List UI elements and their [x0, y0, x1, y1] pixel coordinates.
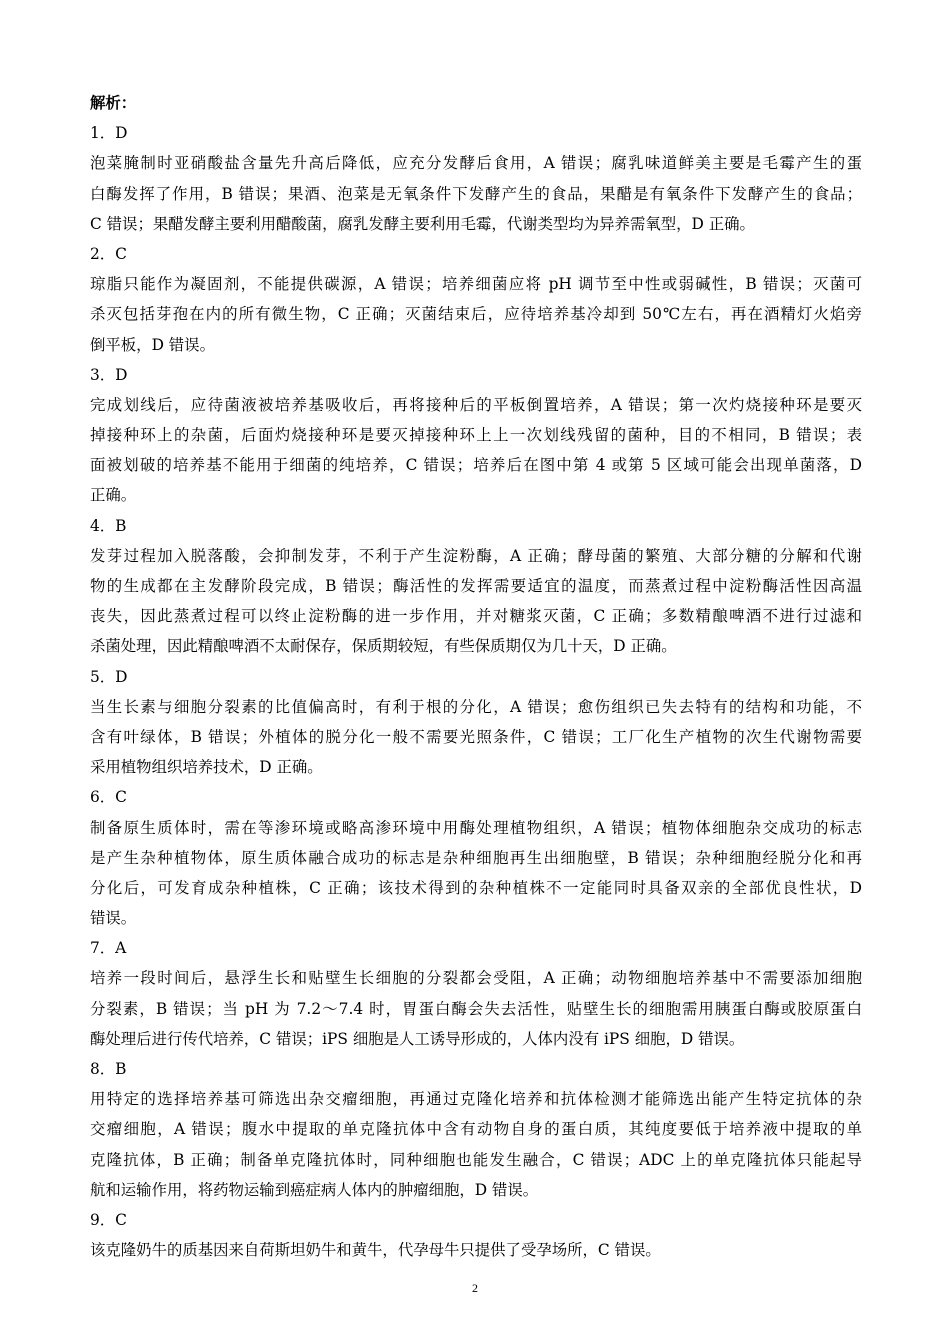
explanation-line: 白酶发挥了作用，B 错误；果酒、泡菜是无氧条件下发酵产生的食品，果醋是有氧条件下发酵产生的食品；	[90, 184, 862, 203]
explanation-line: 面被划破的培养基不能用于细菌的纯培养，C 错误；培养后在图中第 4 或第 5 区域可能会出现单菌落，D	[90, 456, 862, 475]
answer-label: 5．D	[90, 667, 128, 686]
answer-item	[90, 1054, 862, 1205]
answer-label: 4．B	[90, 516, 127, 535]
answer-list	[90, 118, 862, 1265]
explanation-line: 泡菜腌制时亚硝酸盐含量先升高后降低，应充分发酵后食用，A 错误；腐乳味道鲜美主要是毛霉产生的蛋	[90, 154, 862, 173]
explanation-heading: 解析：	[90, 94, 137, 112]
explanation-line: 该克隆奶牛的质基因来自荷斯坦奶牛和黄牛，代孕母牛只提供了受孕场所，C 错误。	[90, 1241, 661, 1260]
answer-item	[90, 1205, 862, 1265]
answer-label: 2．C	[90, 244, 127, 263]
explanation-line: 错误。	[90, 909, 137, 928]
explanation-line: 含有叶绿体，B 错误；外植体的脱分化一般不需要光照条件，C 错误；工厂化生产植物的次生代谢物需要	[90, 727, 862, 746]
explanation-line: 酶处理后进行传代培养，C 错误；iPS 细胞是人工诱导形成的，人体内没有 iPS 细胞，D 错误。	[90, 1029, 745, 1048]
explanation-line: 完成划线后，应待菌液被培养基吸收后，再将接种后的平板倒置培养，A 错误；第一次灼烧接种环是要灭	[90, 395, 862, 414]
answer-explanations	[90, 88, 862, 1265]
answer-label: 7．A	[90, 939, 127, 958]
answer-item	[90, 511, 862, 662]
explanation-line: 是产生杂种植物体，原生质体融合成功的标志是杂种细胞再生出细胞壁，B 错误；杂种细胞经脱分化和再	[90, 848, 862, 867]
explanation-line: 交瘤细胞，A 错误；腹水中提取的单克隆抗体中含有动物自身的蛋白质，其纯度要低于培养液中提取的单	[90, 1120, 862, 1139]
answer-item	[90, 239, 862, 360]
explanation-line: C 错误；果醋发酵主要利用醋酸菌，腐乳发酵主要利用毛霉，代谢类型均为异养需氧型，D 正确。	[90, 214, 755, 233]
answer-item	[90, 933, 862, 1054]
explanation-line: 发芽过程加入脱落酸，会抑制发芽，不利于产生淀粉酶，A 正确；酵母菌的繁殖、大部分糖的分解和代谢	[90, 546, 862, 565]
explanation-line: 正确。	[90, 486, 137, 505]
answer-item	[90, 118, 862, 239]
explanation-line: 分化后，可发育成杂种植株，C 正确；该技术得到的杂种植株不一定能同时具备双亲的全部优良性状，D	[90, 878, 862, 897]
answer-label: 9．C	[90, 1210, 127, 1229]
explanation-line: 克隆抗体，B 正确；制备单克隆抗体时，同种细胞也能发生融合，C 错误；ADC 上的单克隆抗体只能起导	[90, 1150, 862, 1169]
answer-label: 8．B	[90, 1060, 127, 1078]
explanation-line: 杀灭包括芽孢在内的所有微生物，C 正确；灭菌结束后，应待培养基冷却到 50℃左右，再在酒精灯火焰旁	[90, 305, 862, 324]
explanation-line: 琼脂只能作为凝固剂，不能提供碳源，A 错误；培养细菌应将 pH 调节至中性或弱碱性，B 错误；灭菌可	[90, 275, 862, 294]
explanation-line: 杀菌处理，因此精酿啤酒不太耐保存，保质期较短，有些保质期仅为几十天，D 正确。	[90, 637, 677, 656]
explanation-line: 制备原生质体时，需在等渗环境或略高渗环境中用酶处理植物组织，A 错误；植物体细胞杂交成功的标志	[90, 818, 862, 837]
explanation-line: 航和运输作用，将药物运输到癌症病人体内的肿瘤细胞，D 错误。	[90, 1180, 539, 1199]
page-number: 2	[472, 1281, 478, 1295]
explanation-line: 当生长素与细胞分裂素的比值偏高时，有利于根的分化，A 错误；愈伤组织已失去特有的结构和功能，不	[90, 697, 862, 716]
explanation-line: 分裂素，B 错误；当 pH 为 7.2～7.4 时，胃蛋白酶会失去活性，贴壁生长的细胞需用胰蛋白酶或胶原蛋白	[90, 999, 862, 1018]
explanation-line: 丧失，因此蒸煮过程可以终止淀粉酶的进一步作用，并对糖浆灭菌，C 正确；多数精酿啤酒不进行过滤和	[90, 607, 862, 626]
explanation-line: 用特定的选择培养基可筛选出杂交瘤细胞，再通过克隆化培养和抗体检测才能筛选出能产生特定抗体的杂	[90, 1090, 862, 1109]
explanation-line: 倒平板，D 错误。	[90, 335, 215, 354]
explanation-line: 培养一段时间后，悬浮生长和贴壁生长细胞的分裂都会受阻，A 正确；动物细胞培养基中不需要添加细胞	[90, 969, 862, 988]
answer-item	[90, 360, 862, 511]
explanation-line: 物的生成都在主发酵阶段完成，B 错误；酶活性的发挥需要适宜的温度，而蒸煮过程中淀粉酶活性因高温	[90, 577, 862, 595]
answer-label: 6．C	[90, 788, 127, 807]
answer-item	[90, 662, 862, 783]
explanation-line: 采用植物组织培养技术，D 正确。	[90, 758, 323, 777]
explanation-line: 掉接种环上的杂菌，后面灼烧接种环是要灭掉接种环上上一次划线残留的菌种，目的不相同，B 错误；表	[90, 426, 862, 445]
answer-label: 3．D	[90, 365, 128, 384]
answer-label: 1．D	[90, 124, 128, 143]
answer-item	[90, 782, 862, 933]
